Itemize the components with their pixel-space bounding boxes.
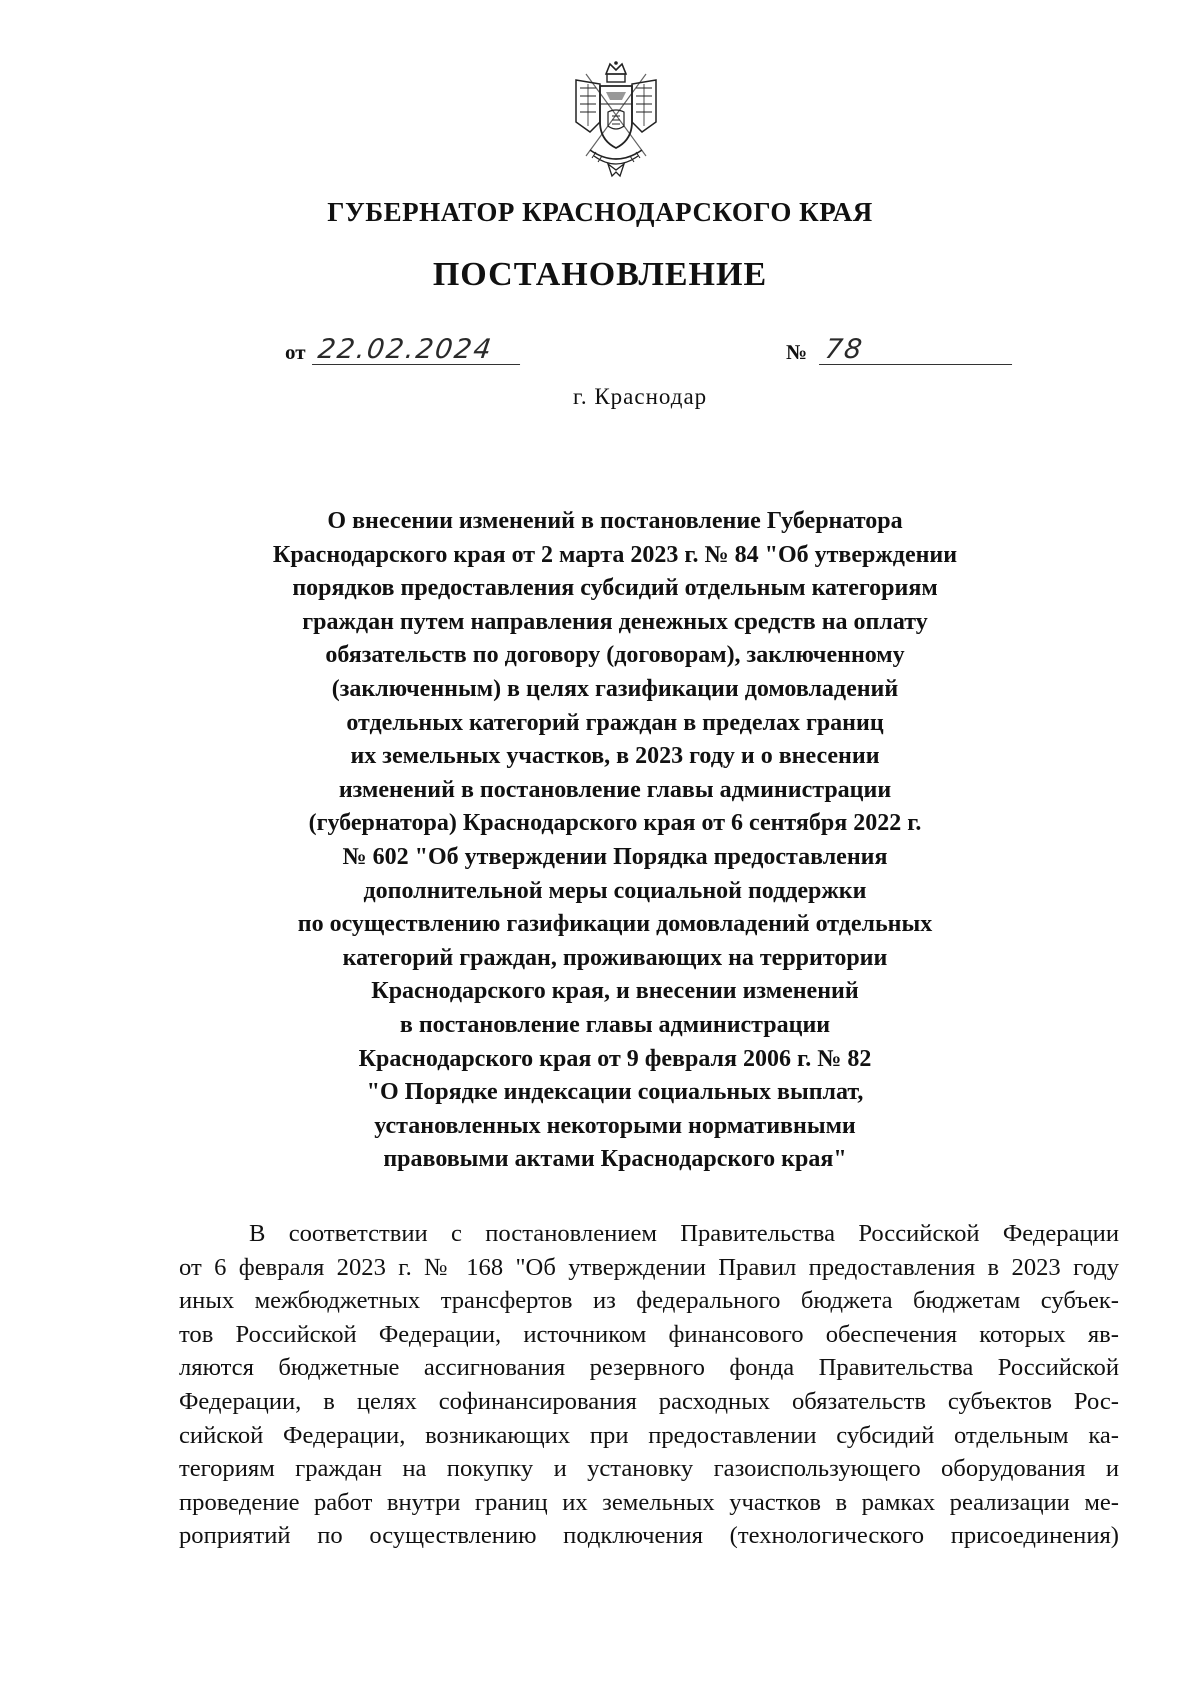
document-number-line xyxy=(786,336,1014,365)
title-line: О внесении изменений в постановление Губернатора xyxy=(327,508,903,534)
title-line: категорий граждан, проживающих на территории xyxy=(342,944,888,971)
body-line: иных межбюджетных трансфертов из федерального бюджета бюджетам субъек- xyxy=(179,1287,1119,1315)
body-line: тегориям граждан на покупку и установку газоиспользующего оборудования и xyxy=(179,1455,1119,1483)
title-line: по осуществлению газификации домовладений отдельных xyxy=(297,911,933,938)
title-line: их земельных участков, в 2023 году и о внесении xyxy=(350,743,880,770)
body-line: Федерации, в целях софинансирования расходных обязательств субъектов Рос- xyxy=(179,1387,1119,1415)
title-line: дополнительной меры социальной поддержки xyxy=(363,877,867,904)
handwritten-date: 22.02.2024 xyxy=(312,336,524,365)
title-line: обязательств по договору (договорам), заключенному xyxy=(325,642,905,669)
issuing-authority-heading: ГУБЕРНАТОР КРАСНОДАРСКОГО КРАЯ xyxy=(327,197,873,227)
body-line: тов Российской Федерации, источником финансового обеспечения которых яв- xyxy=(179,1320,1119,1348)
document-date-line xyxy=(285,336,522,365)
title-line: Краснодарского края, и внесении изменений xyxy=(371,978,859,1005)
krasnodar-coat-of-arms-emblem xyxy=(566,60,666,180)
title-line: № 602 "Об утверждении Порядка предоставления xyxy=(342,843,888,870)
title-line: в постановление главы администрации xyxy=(399,1011,831,1038)
title-line: граждан путем направления денежных средств на оплату xyxy=(302,608,928,635)
title-line: отдельных категорий граждан в пределах границ xyxy=(346,709,884,736)
body-line: роприятий по осуществлению подключения (технологического присоединения) xyxy=(179,1522,1119,1550)
title-line: (заключенным) в целях газификации домовладений xyxy=(331,675,899,702)
title-line: правовыми актами Краснодарского края" xyxy=(383,1146,847,1173)
date-prefix-label: от xyxy=(285,340,306,364)
body-line: сийской Федерации, возникающих при предоставлении субсидий отдельным ка- xyxy=(179,1421,1119,1449)
body-line: В соответствии с постановлением Правительства Российской Федерации xyxy=(249,1220,1119,1247)
handwritten-number: 78 xyxy=(819,336,1016,365)
body-paragraph xyxy=(179,1217,1119,1553)
number-prefix-label: № xyxy=(786,340,808,364)
body-line: ляются бюджетные ассигнования резервного фонда Правительства Российской xyxy=(179,1354,1119,1382)
title-line: порядков предоставления субсидий отдельным категориям xyxy=(292,575,938,602)
body-line: проведение работ внутри границ их земельных участков в рамках реализации ме- xyxy=(179,1488,1119,1516)
title-line: изменений в постановление главы администрации xyxy=(338,776,892,803)
title-line: Краснодарского края от 9 февраля 2006 г. № 82 xyxy=(358,1045,872,1072)
city-label: г. Краснодар xyxy=(573,384,708,409)
title-line: установленных некоторыми нормативными xyxy=(374,1112,856,1139)
body-line: от 6 февраля 2023 г. № 168 "Об утверждении Правил предоставления в 2023 году xyxy=(179,1253,1119,1281)
title-line: "О Порядке индексации социальных выплат, xyxy=(366,1079,864,1106)
document-type-heading: ПОСТАНОВЛЕНИЕ xyxy=(432,256,768,293)
title-line: (губернатора) Краснодарского края от 6 сентября 2022 г. xyxy=(308,810,922,837)
resolution-title xyxy=(180,505,1050,1177)
title-line: Краснодарского края от 2 марта 2023 г. № 84 "Об утверждении xyxy=(272,541,958,568)
